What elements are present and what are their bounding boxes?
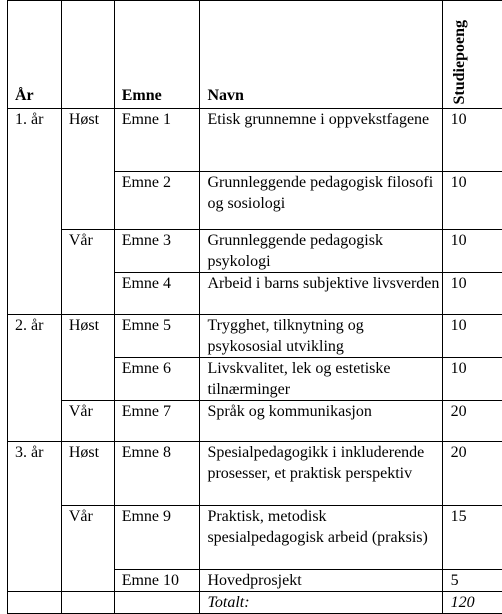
term-cell: Høst: [61, 442, 114, 506]
credits-cell: 10: [442, 315, 502, 358]
table-row: [8, 401, 502, 442]
table-row: [8, 442, 502, 506]
term-cell: Vår: [61, 230, 114, 315]
course-cell: Emne 9: [114, 506, 200, 570]
header-name: Navn: [200, 1, 442, 109]
credits-cell: 5: [442, 570, 502, 592]
course-cell: Emne 7: [114, 401, 200, 442]
term-cell: Høst: [61, 315, 114, 401]
header-row: [8, 1, 502, 109]
total-label: Totalt:: [200, 592, 442, 614]
course-cell: Emne 8: [114, 442, 200, 506]
study-plan-table: [7, 0, 502, 614]
course-cell: Emne 10: [114, 570, 200, 592]
header-credits: [442, 1, 502, 109]
total-value: 120: [442, 592, 502, 614]
course-cell: Emne 6: [114, 358, 200, 401]
name-cell: Trygghet, tilknytning og psykososial utvikling: [200, 315, 442, 358]
empty-cell: [61, 592, 114, 614]
course-cell: Emne 5: [114, 315, 200, 358]
credits-cell: 10: [442, 273, 502, 315]
credits-cell: 20: [442, 401, 502, 442]
table-row: [8, 506, 502, 570]
name-cell: Livskvalitet, lek og estetiske tilnærminger: [200, 358, 442, 401]
name-cell: Grunnleggende pedagogisk psykologi: [200, 230, 442, 273]
empty-cell: [8, 592, 62, 614]
course-cell: Emne 2: [114, 172, 200, 230]
credits-cell: 20: [442, 442, 502, 506]
header-course: Emne: [114, 1, 200, 109]
name-cell: Praktisk, metodisk spesialpedagogisk arbeid (praksis): [200, 506, 442, 570]
table-row: [8, 230, 502, 273]
credits-cell: 10: [442, 230, 502, 273]
term-cell: Vår: [61, 506, 114, 592]
table-row: [8, 109, 502, 172]
year-cell: 1. år: [8, 109, 62, 315]
credits-cell: 15: [442, 506, 502, 570]
table-row: [8, 315, 502, 358]
term-cell: Vår: [61, 401, 114, 442]
name-cell: Etisk grunnemne i oppvekstfagene: [200, 109, 442, 172]
header-year: År: [8, 1, 62, 109]
year-cell: 3. år: [8, 442, 62, 592]
credits-cell: 10: [442, 172, 502, 230]
course-cell: Emne 4: [114, 273, 200, 315]
course-cell: Emne 1: [114, 109, 200, 172]
header-term: [61, 1, 114, 109]
total-row: [8, 592, 502, 614]
credits-cell: 10: [442, 109, 502, 172]
empty-cell: [114, 592, 200, 614]
name-cell: Spesialpedagogikk i inkluderende prosesser, et praktisk perspektiv: [200, 442, 442, 506]
name-cell: Arbeid i barns subjektive livsverden: [200, 273, 442, 315]
name-cell: Språk og kommunikasjon: [200, 401, 442, 442]
credits-cell: 10: [442, 358, 502, 401]
name-cell: Grunnleggende pedagogisk filosofi og sosiologi: [200, 172, 442, 230]
name-cell: Hovedprosjekt: [200, 570, 442, 592]
year-cell: 2. år: [8, 315, 62, 442]
header-credits-label: Studiepoeng: [449, 20, 470, 104]
term-cell: Høst: [61, 109, 114, 230]
course-cell: Emne 3: [114, 230, 200, 273]
